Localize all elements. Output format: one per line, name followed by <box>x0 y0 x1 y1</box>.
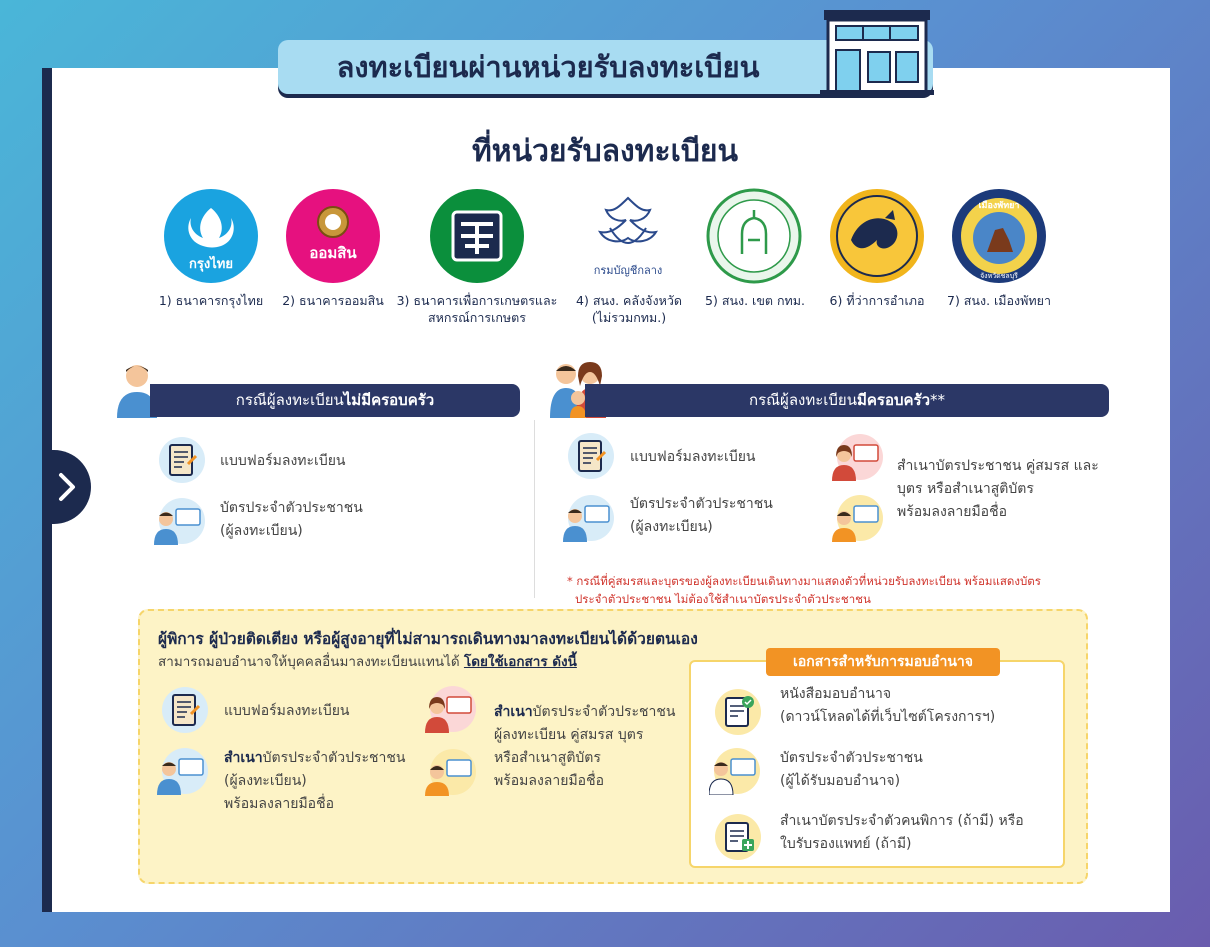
with-family-item-spouse-copy <box>897 455 1099 524</box>
item-bold: สำเนา <box>224 750 263 766</box>
comptroller-logo-text: กรมบัญชีกลาง <box>593 264 663 277</box>
pattaya-logo-top-text: เมืองพัทยา <box>978 201 1020 211</box>
agency-caption-line1: 7) สนง. เมืองพัทยา <box>947 293 1051 308</box>
family-footnote <box>567 572 1097 608</box>
item-line3: พร้อมลงลายมือชื่อ <box>224 796 334 812</box>
item-line2: (ดาวน์โหลดได้ที่เว็บไซต์โครงการฯ) <box>780 709 996 725</box>
item-line2: บุตร หรือสำเนาสูติบัตร <box>897 481 1034 497</box>
proxy-id-card-icon <box>709 747 761 795</box>
header-banner <box>278 40 933 94</box>
with-family-title-bar <box>585 384 1109 417</box>
item-line1: บัตรประจำตัวประชาชน <box>532 704 676 720</box>
with-family-item-form: แบบฟอร์มลงทะเบียน <box>630 449 756 465</box>
bma-logo <box>706 188 802 284</box>
section-title: ที่หน่วยรับลงทะเบียน <box>472 134 738 169</box>
authorization-letter-icon <box>714 688 762 736</box>
no-family-item-id-card <box>220 497 363 543</box>
agency-caption-line1: 3) ธนาคารเพื่อการเกษตรและ <box>396 293 558 308</box>
item-line2: ผู้ลงทะเบียน คู่สมรส บุตร <box>494 727 644 743</box>
with-family-item-id-card <box>630 493 773 539</box>
column-divider <box>534 420 535 598</box>
with-family-title-suffix: ** <box>930 391 946 409</box>
gsb-logo <box>285 188 381 284</box>
agency-caption-line1: 1) ธนาคารกรุงไทย <box>158 293 264 308</box>
item-line1: สำเนาบัตรประจำตัวคนพิการ (ถ้ามี) หรือ <box>780 813 1024 829</box>
agency-caption-line1: 4) สนง. คลังจังหวัด <box>576 293 682 308</box>
agency-caption-line1: 2) ธนาคารออมสิน <box>282 293 384 308</box>
proxy-title: ผู้พิการ ผู้ป่วยติดเตียง หรือผู้สูงอายุที่ไม่สามารถเดินทางมาลงทะเบียนได้ด้วยตนเอง <box>158 630 698 648</box>
item-line2: (ผู้ลงทะเบียน) <box>630 519 713 535</box>
item-line2: ใบรับรองแพทย์ (ถ้ามี) <box>780 836 912 852</box>
item-bold: สำเนา <box>494 704 533 720</box>
spouse-id-card-icon <box>832 433 884 481</box>
footnote-line1: * กรณีที่คู่สมรสและบุตรของผู้ลงทะเบียนเดินทางมาแสดงตัวที่หน่วยรับลงทะเบียน พร้อมแสดงบัตร <box>567 574 1041 588</box>
form-icon <box>161 686 209 734</box>
proxy-subtitle-link: โดยใช้เอกสาร ดังนี้ <box>463 654 577 670</box>
id-card-person-icon <box>157 747 209 795</box>
item-line1: สำเนาบัตรประชาชน คู่สมรส และ <box>897 458 1099 474</box>
child-id-card-icon <box>832 494 884 542</box>
item-line2: (ผู้ลงทะเบียน) <box>224 773 307 789</box>
item-line3: หรือสำเนาสูติบัตร <box>494 750 601 766</box>
agency-caption-line1: 6) ที่ว่าการอำเภอ <box>829 293 925 308</box>
no-family-title-bold: ไม่มีครอบครัว <box>343 391 435 409</box>
baac-logo <box>429 188 525 284</box>
authorization-tag: เอกสารสำหรับการมอบอำนาจ <box>766 648 1000 676</box>
proxy-item-id-copy <box>224 747 405 816</box>
item-line1: บัตรประจำตัวประชาชน <box>262 750 406 766</box>
item-line1: บัตรประจำตัวประชาชน <box>630 496 773 512</box>
no-family-title-bar <box>150 384 520 417</box>
child-id-card-icon <box>425 748 477 796</box>
agency-caption-line2: (ไม่รวมกทม.) <box>591 310 667 325</box>
auth-item-disability-card <box>780 810 1024 856</box>
proxy-subtitle <box>158 650 577 672</box>
item-line2: (ผู้ลงทะเบียน) <box>220 523 303 539</box>
proxy-subtitle-text: สามารถมอบอำนาจให้บุคคลอื่นมาลงทะเบียนแทนได้ <box>158 654 460 670</box>
form-icon <box>567 432 615 480</box>
item-line1: บัตรประจำตัวประชาชน <box>220 500 363 516</box>
agency-caption-baac <box>392 292 562 326</box>
item-line3: พร้อมลงลายมือชื่อ <box>897 504 1007 520</box>
krungthai-logo-text: กรุงไทย <box>189 257 233 272</box>
item-line1: บัตรประจำตัวประชาชน <box>780 750 923 766</box>
with-family-title-bold: มีครอบครัว <box>856 391 931 409</box>
pattaya-logo <box>951 188 1047 284</box>
district-office-logo <box>829 188 925 284</box>
agency-caption-pattaya <box>914 292 1084 309</box>
form-icon <box>158 436 206 484</box>
no-family-title: กรณีผู้ลงทะเบียน <box>235 391 344 409</box>
auth-item-letter <box>780 683 995 729</box>
no-family-item-form: แบบฟอร์มลงทะเบียน <box>220 453 346 469</box>
footnote-line2: ประจำตัวประชาชน ไม่ต้องใช้สำเนาบัตรประจำตัวประชาชน <box>575 592 871 606</box>
spouse-id-card-icon <box>425 685 477 733</box>
krungthai-logo <box>163 188 259 284</box>
with-family-title: กรณีผู้ลงทะเบียน <box>748 391 857 409</box>
pattaya-logo-bottom-text: จังหวัดชลบุรี <box>980 272 1018 280</box>
building-icon <box>818 4 936 96</box>
medical-certificate-icon <box>714 813 762 861</box>
item-line1: หนังสือมอบอำนาจ <box>780 686 892 702</box>
agency-caption-line1: 5) สนง. เขต กทม. <box>705 293 805 308</box>
item-line4: พร้อมลงลายมือชื่อ <box>494 773 604 789</box>
auth-item-proxy-id <box>780 747 923 793</box>
id-card-person-icon <box>154 497 206 545</box>
banner-title: ลงทะเบียนผ่านหน่วยรับลงทะเบียน <box>336 50 760 84</box>
chevron-right-icon <box>56 472 78 502</box>
comptroller-logo <box>580 188 676 284</box>
gsb-logo-text: ออมสิน <box>309 244 357 262</box>
id-card-person-icon <box>563 494 615 542</box>
proxy-item-form: แบบฟอร์มลงทะเบียน <box>224 703 350 719</box>
proxy-item-family-copy <box>494 701 675 793</box>
agency-caption-line2: สหกรณ์การเกษตร <box>428 310 526 325</box>
item-line2: (ผู้ได้รับมอบอำนาจ) <box>780 773 901 789</box>
